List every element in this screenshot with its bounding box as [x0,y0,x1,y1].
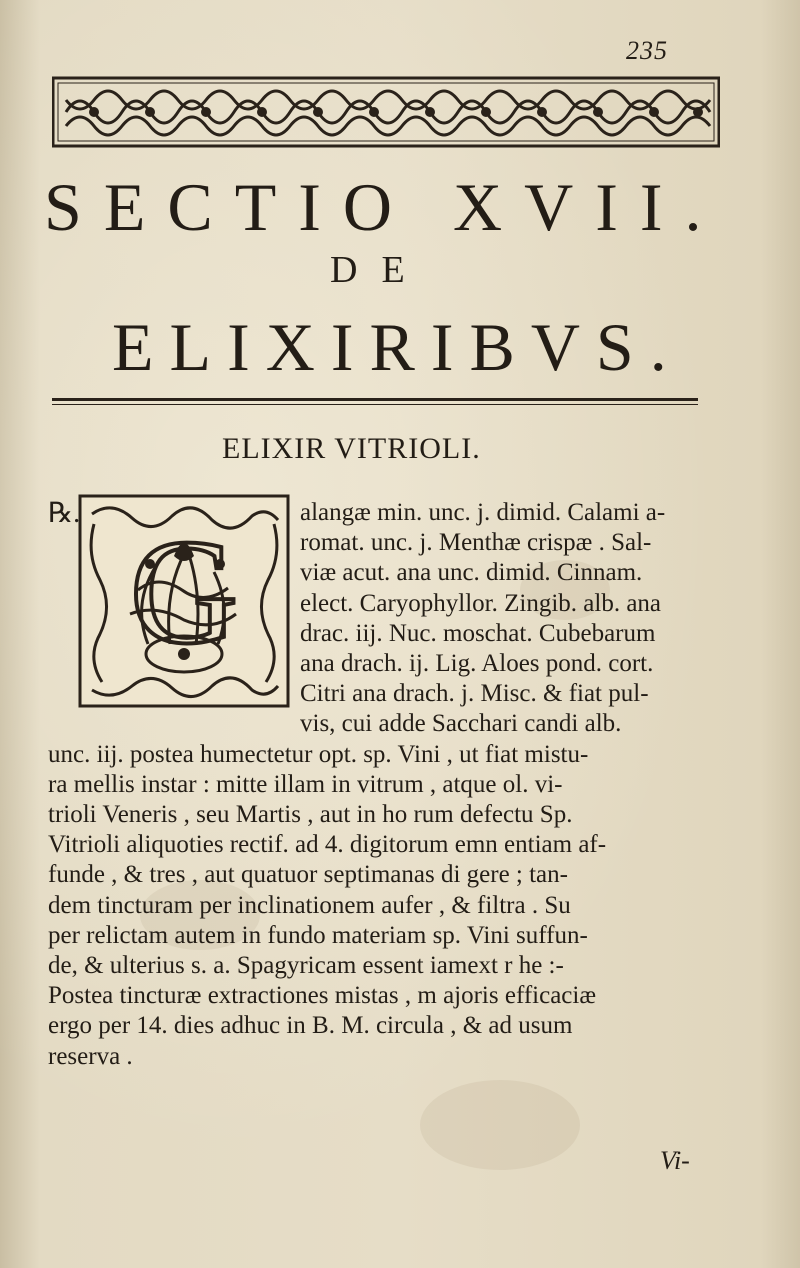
body-line: per relictam autem in fundo materiam sp. Vini suffun- [48,921,588,949]
body-line: ra mellis instar : mitte illam in vitrum , atque ol. vi- [48,770,563,798]
body-line: Postea tincturæ extractiones mistas , m ajoris efficaciæ [48,982,597,1010]
body-line: de, & ulterius s. a. Spagyricam essent iamext r he :- [48,952,564,979]
body-line: elect. Caryophyllor. Zingib. alb. ana [300,589,662,617]
body-line: trioli Veneris , seu Martis , aut in ho rum defectu Sp. [48,801,573,828]
body-line: dem tincturam per inclinationem aufer , & filtra . Su [48,891,571,919]
title-rule-thin [52,404,698,405]
body-line: ana drach. ij. Lig. Aloes pond. cort. [300,650,654,677]
recipe-title: ELIXIR VITRIOLI. [222,432,481,465]
paper-stain [420,1080,580,1170]
section-title: SECTIO XVII. [44,169,724,245]
page-number: 235 [626,36,668,65]
body-line: unc. iij. postea humectetur opt. sp. Vini , ut fiat mistu- [48,740,589,768]
body-line: funde , & tres , aut quatuor septimanas di gere ; tan- [48,861,568,889]
body-line: romat. unc. j. Menthæ crispæ . Sal- [300,529,652,557]
title-rule [52,398,698,401]
catchword: Vi- [660,1146,690,1175]
body-line: ergo per 14. dies adhuc in B. M. circula , & ad usum [48,1012,573,1040]
section-de: DE [330,249,429,291]
body-line: drac. iij. Nuc. moschat. Cubebarum [300,619,656,647]
drop-cap-letter: G [129,509,239,675]
body-line: viæ acut. ana unc. dimid. Cinnam. [300,559,643,587]
section-subtitle: ELIXIRIBVS. [112,309,683,385]
ornament-band [52,76,720,148]
body-line: Citri ana drach. j. Misc. & fiat pul- [300,680,649,708]
body-line: alangæ min. unc. j. dimid. Calami a- [300,499,666,526]
drop-cap-initial [78,494,290,708]
body-line: reserva . [48,1042,133,1070]
body-line: vis, cui adde Sacchari candi alb. [300,710,622,738]
body-line: Vitrioli aliquoties rectif. ad 4. digitorum emn entiam af- [48,831,607,859]
recipe-mark: ℞. [48,498,81,529]
